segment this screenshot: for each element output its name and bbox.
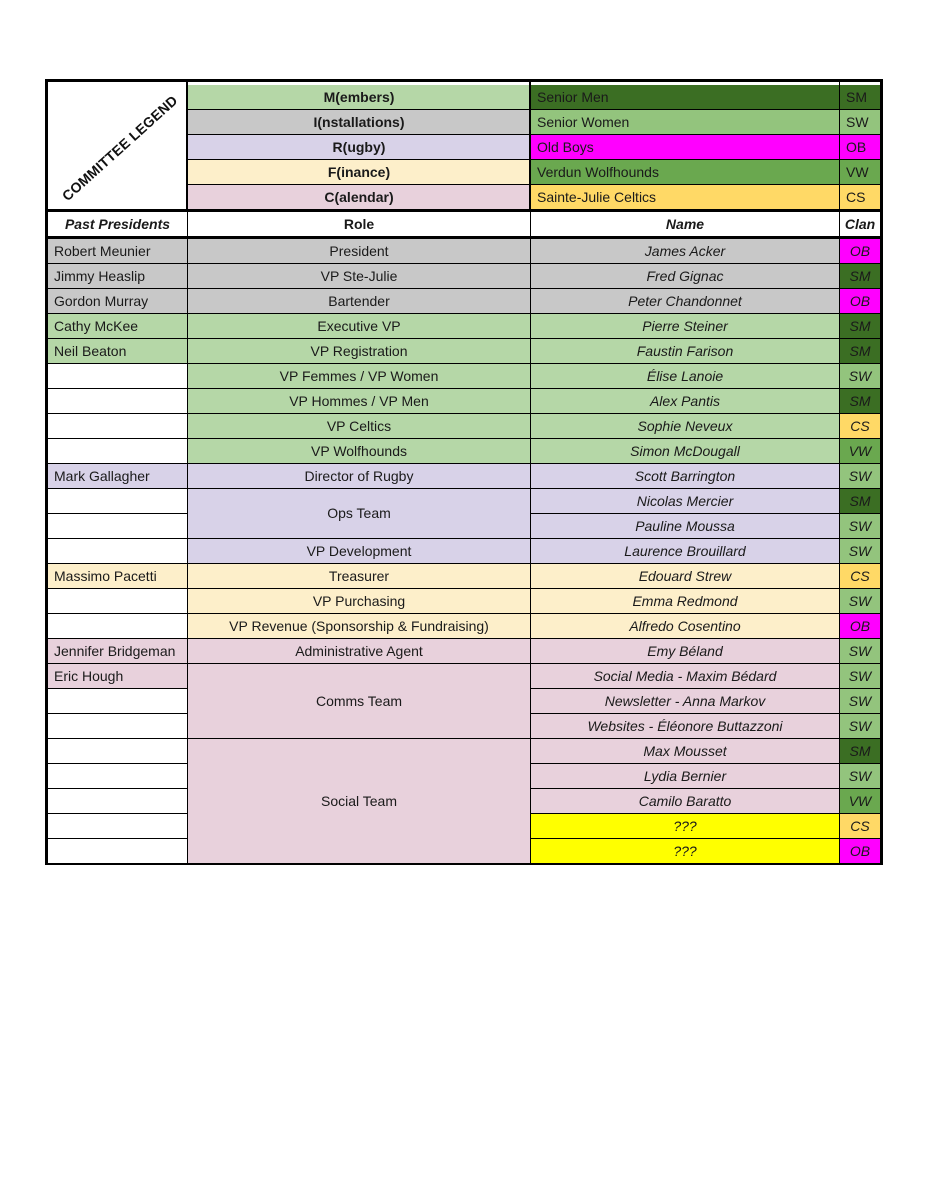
past-president-cell — [48, 363, 187, 388]
name-cell: Simon McDougall — [531, 438, 839, 463]
grid-line — [530, 563, 880, 564]
clan-cell: SW — [840, 713, 880, 738]
grid-line — [187, 313, 530, 314]
grid-line — [530, 738, 880, 739]
grid-line — [48, 688, 187, 689]
grid-line — [48, 288, 187, 289]
grid-line — [187, 210, 188, 863]
name-cell: Websites - Éléonore Buttazzoni — [531, 713, 839, 738]
clan-cell: SM — [840, 488, 880, 513]
role-cell: Administrative Agent — [188, 638, 530, 663]
committee-legend-members: M(embers) — [188, 85, 530, 110]
clan-cell: CS — [840, 413, 880, 438]
past-president-cell — [48, 838, 187, 863]
role-cell: Director of Rugby — [188, 463, 530, 488]
role-cell: VP Celtics — [188, 413, 530, 438]
clan-cell: OB — [840, 288, 880, 313]
clan-cell: SW — [840, 513, 880, 538]
committee-legend-calendar: C(alendar) — [188, 185, 530, 210]
name-cell: Pauline Moussa — [531, 513, 839, 538]
past-president-cell: Mark Gallagher — [48, 463, 187, 488]
name-cell: Faustin Farison — [531, 338, 839, 363]
grid-line — [839, 82, 840, 210]
grid-line — [187, 538, 530, 539]
past-president-cell — [48, 813, 187, 838]
role-cell: VP Femmes / VP Women — [188, 363, 530, 388]
grid-line — [48, 388, 187, 389]
clan-cell: SW — [840, 688, 880, 713]
past-president-cell — [48, 688, 187, 713]
name-cell: Emma Redmond — [531, 588, 839, 613]
grid-line — [530, 688, 880, 689]
clan-cell: SW — [840, 663, 880, 688]
clan-cell: SM — [840, 388, 880, 413]
clan-code-sainte_julie_celtics: CS — [840, 185, 880, 210]
clan-cell: SW — [840, 538, 880, 563]
grid-line — [187, 738, 530, 739]
past-president-cell: Massimo Pacetti — [48, 563, 187, 588]
name-cell: Scott Barrington — [531, 463, 839, 488]
clan-cell: CS — [840, 813, 880, 838]
grid-line — [48, 713, 187, 714]
grid-line — [48, 738, 187, 739]
role-cell: Ops Team — [188, 488, 530, 538]
role-cell: Treasurer — [188, 563, 530, 588]
grid-line — [530, 838, 880, 839]
grid-line — [530, 488, 880, 489]
past-president-cell — [48, 613, 187, 638]
name-cell: Alex Pantis — [531, 388, 839, 413]
clan-cell: SW — [840, 763, 880, 788]
clan-cell: SW — [840, 638, 880, 663]
name-cell: Pierre Steiner — [531, 313, 839, 338]
grid-line — [48, 763, 187, 764]
clan-legend-verdun_wolfhounds: Verdun Wolfhounds — [531, 160, 839, 185]
grid-line — [187, 184, 880, 185]
past-president-cell: Jimmy Heaslip — [48, 263, 187, 288]
grid-line — [48, 663, 187, 664]
clan-cell: SW — [840, 588, 880, 613]
grid-line — [530, 363, 880, 364]
clan-cell: SM — [840, 313, 880, 338]
grid-line — [187, 588, 530, 589]
legend-title — [51, 85, 188, 210]
name-cell: Newsletter - Anna Markov — [531, 688, 839, 713]
grid-line — [48, 788, 187, 789]
name-cell: Camilo Baratto — [531, 788, 839, 813]
role-cell: Executive VP — [188, 313, 530, 338]
clan-cell: SM — [840, 738, 880, 763]
grid-line — [48, 363, 187, 364]
name-cell: Fred Gignac — [531, 263, 839, 288]
grid-line — [48, 488, 187, 489]
grid-line — [530, 338, 880, 339]
name-cell: James Acker — [531, 238, 839, 263]
grid-line — [48, 313, 187, 314]
name-cell: Max Mousset — [531, 738, 839, 763]
grid-line — [187, 463, 530, 464]
grid-line — [187, 134, 880, 135]
past-president-cell — [48, 763, 187, 788]
grid-line — [530, 788, 880, 789]
past-president-cell: Eric Hough — [48, 663, 187, 688]
name-cell: Sophie Neveux — [531, 413, 839, 438]
name-cell: Social Media - Maxim Bédard — [531, 663, 839, 688]
grid-line — [187, 638, 530, 639]
clan-cell: OB — [840, 838, 880, 863]
clan-code-senior_men: SM — [840, 85, 880, 110]
name-cell: Peter Chandonnet — [531, 288, 839, 313]
clan-legend-sainte_julie_celtics: Sainte-Julie Celtics — [531, 185, 839, 210]
role-cell: President — [188, 238, 530, 263]
clan-code-verdun_wolfhounds: VW — [840, 160, 880, 185]
clan-cell: SW — [840, 463, 880, 488]
grid-line — [187, 488, 530, 489]
clan-legend-senior_women: Senior Women — [531, 110, 839, 135]
grid-line — [530, 513, 880, 514]
legend-title-text: COMMITTEE LEGEND — [58, 91, 181, 204]
grid-line — [48, 838, 187, 839]
grid-line — [187, 438, 530, 439]
past-president-cell: Jennifer Bridgeman — [48, 638, 187, 663]
committee-sheet — [45, 79, 883, 865]
clan-cell: SW — [840, 363, 880, 388]
committee-legend-installations: I(nstallations) — [188, 110, 530, 135]
header-role: Role — [188, 212, 530, 236]
grid-line — [187, 109, 880, 110]
role-cell: Comms Team — [188, 663, 530, 738]
grid-line — [48, 813, 187, 814]
past-president-cell — [48, 588, 187, 613]
clan-cell: CS — [840, 563, 880, 588]
past-president-cell: Robert Meunier — [48, 238, 187, 263]
grid-line — [48, 209, 880, 212]
role-cell: Bartender — [188, 288, 530, 313]
past-president-cell — [48, 788, 187, 813]
header-past-presidents: Past Presidents — [48, 212, 187, 236]
clan-cell: VW — [840, 438, 880, 463]
grid-line — [48, 513, 187, 514]
name-cell: Élise Lanoie — [531, 363, 839, 388]
grid-line — [530, 288, 880, 289]
grid-line — [530, 438, 880, 439]
grid-line — [187, 288, 530, 289]
header-clan: Clan — [840, 212, 880, 236]
grid-line — [48, 613, 187, 614]
role-cell: VP Hommes / VP Men — [188, 388, 530, 413]
clan-code-old_boys: OB — [840, 135, 880, 160]
grid-line — [187, 263, 530, 264]
grid-line — [48, 638, 187, 639]
grid-line — [48, 538, 187, 539]
grid-line — [530, 663, 880, 664]
grid-line — [187, 363, 530, 364]
grid-line — [530, 313, 880, 314]
name-cell: ??? — [531, 838, 839, 863]
past-president-cell — [48, 738, 187, 763]
grid-line — [530, 638, 880, 639]
grid-line — [530, 613, 880, 614]
grid-line — [530, 463, 880, 464]
grid-line — [48, 563, 187, 564]
grid-line — [839, 210, 840, 863]
clan-cell: SM — [840, 338, 880, 363]
clan-legend-senior_men: Senior Men — [531, 85, 839, 110]
clan-cell: OB — [840, 613, 880, 638]
role-cell: VP Revenue (Sponsorship & Fundraising) — [188, 613, 530, 638]
name-cell: Lydia Bernier — [531, 763, 839, 788]
grid-line — [529, 82, 531, 210]
header-name: Name — [531, 212, 839, 236]
grid-line — [530, 588, 880, 589]
role-cell: VP Ste-Julie — [188, 263, 530, 288]
grid-line — [187, 663, 530, 664]
past-president-cell — [48, 413, 187, 438]
name-cell: ??? — [531, 813, 839, 838]
grid-line — [187, 613, 530, 614]
past-president-cell: Gordon Murray — [48, 288, 187, 313]
committee-legend-rugby: R(ugby) — [188, 135, 530, 160]
past-president-cell: Neil Beaton — [48, 338, 187, 363]
grid-line — [187, 388, 530, 389]
name-cell: Laurence Brouillard — [531, 538, 839, 563]
grid-line — [48, 413, 187, 414]
name-cell: Emy Béland — [531, 638, 839, 663]
role-cell: Social Team — [188, 738, 530, 863]
past-president-cell — [48, 713, 187, 738]
grid-line — [187, 563, 530, 564]
grid-line — [48, 338, 187, 339]
committee-legend-finance: F(inance) — [188, 160, 530, 185]
grid-line — [187, 338, 530, 339]
grid-line — [530, 813, 880, 814]
role-cell: VP Registration — [188, 338, 530, 363]
grid-line — [530, 388, 880, 389]
past-president-cell — [48, 513, 187, 538]
grid-line — [48, 588, 187, 589]
grid-line — [530, 210, 531, 863]
role-cell: VP Purchasing — [188, 588, 530, 613]
grid-line — [530, 538, 880, 539]
role-cell: VP Development — [188, 538, 530, 563]
clan-cell: OB — [840, 238, 880, 263]
past-president-cell — [48, 438, 187, 463]
grid-line — [530, 413, 880, 414]
name-cell: Edouard Strew — [531, 563, 839, 588]
clan-legend-old_boys: Old Boys — [531, 135, 839, 160]
grid-line — [48, 463, 187, 464]
clan-code-senior_women: SW — [840, 110, 880, 135]
past-president-cell: Cathy McKee — [48, 313, 187, 338]
grid-line — [48, 236, 880, 239]
grid-line — [530, 763, 880, 764]
grid-line — [530, 263, 880, 264]
grid-line — [187, 159, 880, 160]
name-cell: Alfredo Cosentino — [531, 613, 839, 638]
past-president-cell — [48, 538, 187, 563]
clan-cell: SM — [840, 263, 880, 288]
grid-line — [48, 438, 187, 439]
grid-line — [187, 413, 530, 414]
clan-cell: VW — [840, 788, 880, 813]
past-president-cell — [48, 388, 187, 413]
grid-line — [186, 82, 188, 210]
grid-line — [530, 713, 880, 714]
name-cell: Nicolas Mercier — [531, 488, 839, 513]
past-president-cell — [48, 488, 187, 513]
grid-line — [48, 263, 187, 264]
role-cell: VP Wolfhounds — [188, 438, 530, 463]
